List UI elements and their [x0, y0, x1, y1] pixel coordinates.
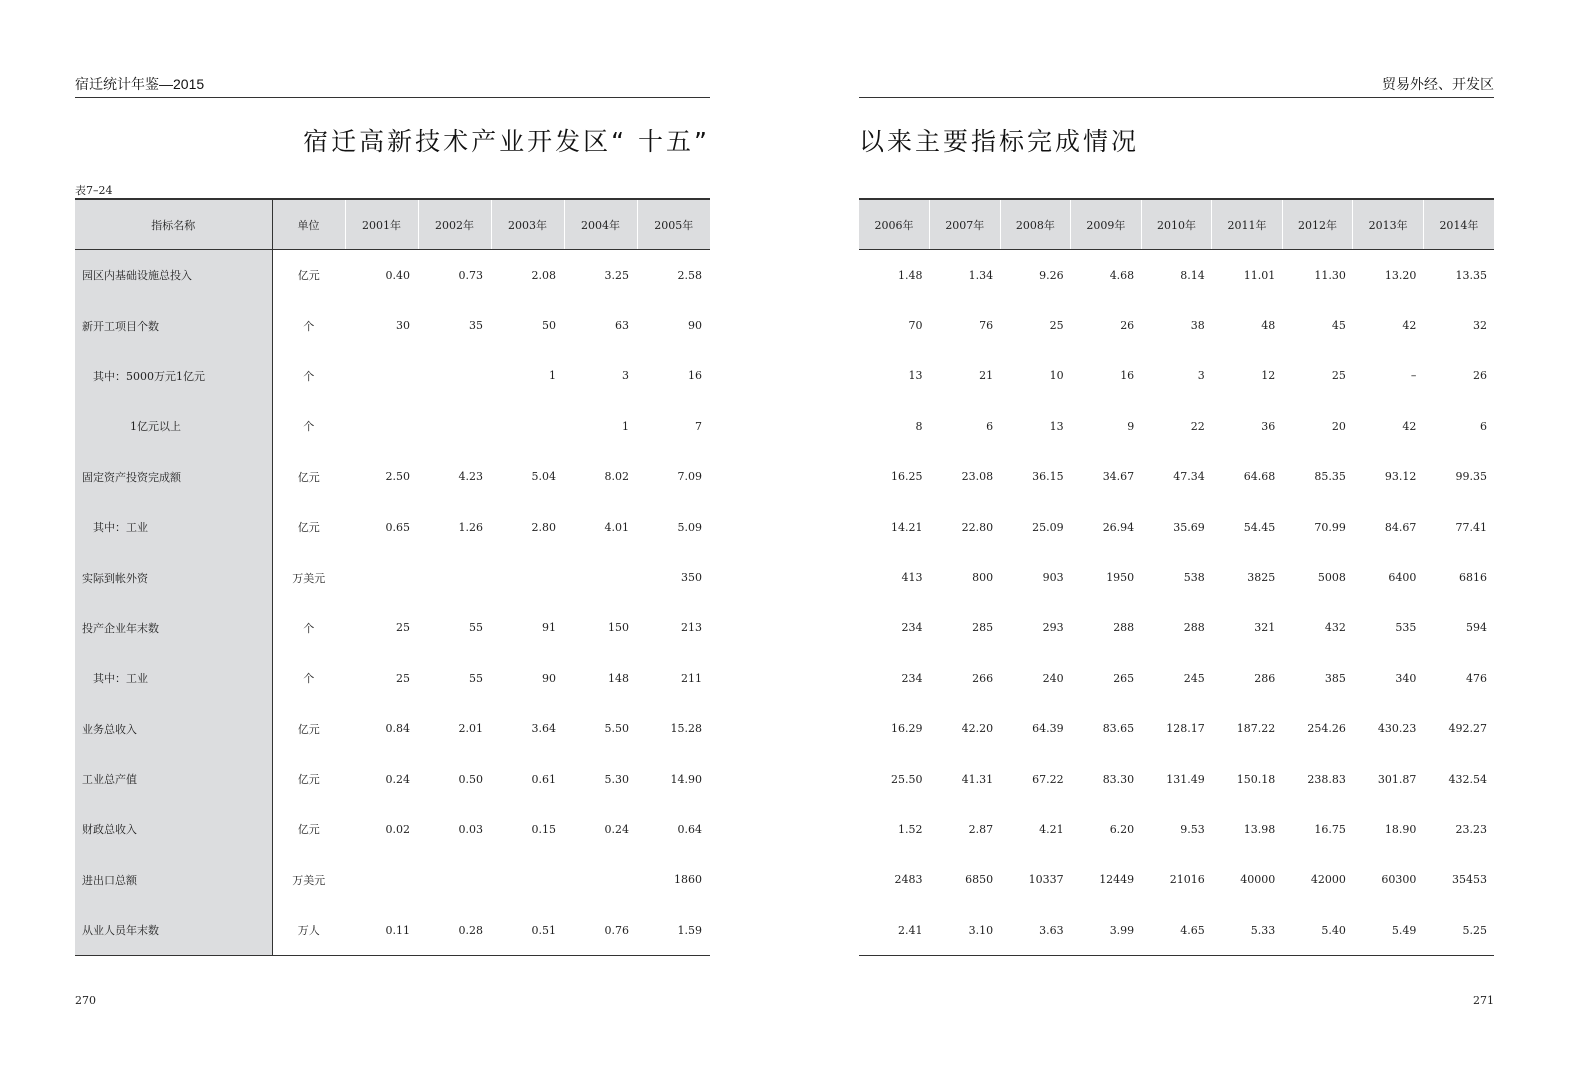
value-cell: [418, 401, 491, 451]
indicator-unit: 亿元: [297, 722, 320, 736]
indicator-unit: 亿元: [297, 773, 320, 787]
page-number-right: 271: [1473, 994, 1494, 1007]
value-cell: 4.21: [1039, 822, 1064, 836]
value-cell: 5.04: [531, 470, 556, 484]
indicator-unit: 个: [303, 319, 315, 333]
value-cell: 0.40: [385, 268, 410, 282]
value-cell: 0.84: [385, 722, 410, 736]
column-header-year: 2010年: [1141, 199, 1212, 250]
table-row: [75, 401, 710, 451]
value-cell: 1.59: [637, 905, 710, 956]
value-cell: 13.98: [1243, 822, 1276, 836]
value-cell: 413: [901, 571, 923, 585]
value-cell: 492.27: [1448, 722, 1487, 736]
table-row: [859, 351, 1494, 401]
value-cell: 13.20: [1384, 268, 1417, 282]
value-cell: –: [1410, 369, 1417, 383]
column-header-year: 2011年: [1212, 199, 1283, 250]
value-cell: [564, 552, 637, 602]
value-cell: 42.20: [961, 722, 994, 736]
value-cell: 35: [469, 319, 483, 333]
indicator-unit: 亿元: [297, 470, 320, 484]
table-row: [859, 502, 1494, 552]
value-cell: 14.21: [891, 520, 923, 534]
table-row: [75, 704, 710, 754]
table-row: [75, 300, 710, 350]
indicator-name: 工业总产值: [75, 754, 272, 804]
value-cell: 45: [1331, 319, 1346, 333]
value-cell: 0.24: [604, 822, 629, 836]
value-cell: 9.26: [1039, 268, 1064, 282]
column-header-year: 2003年: [491, 199, 564, 250]
indicator-name: 投产企业年末数: [75, 603, 272, 653]
indicator-name: 其中：工业: [75, 502, 272, 552]
indicator-unit: 个: [303, 420, 315, 434]
value-cell: 50: [542, 319, 556, 333]
value-cell: 800: [972, 571, 994, 585]
table-row: [859, 300, 1494, 350]
value-cell: 34.67: [1102, 470, 1135, 484]
value-cell: 42: [1402, 419, 1417, 433]
value-cell: 18.90: [1384, 822, 1417, 836]
value-cell: 4.23: [458, 470, 483, 484]
value-cell: 90: [542, 671, 556, 685]
value-cell: 6400: [1388, 571, 1417, 585]
column-header-year: 2006年: [859, 199, 930, 250]
indicator-table-left: [75, 198, 710, 956]
value-cell: 84.67: [1384, 520, 1417, 534]
table-row: [75, 552, 710, 602]
value-cell: 8: [915, 419, 923, 433]
column-header-year: 2012年: [1282, 199, 1353, 250]
table-row: [75, 250, 710, 301]
indicator-unit: 个: [303, 369, 315, 383]
value-cell: [491, 552, 564, 602]
value-cell: 903: [1042, 571, 1064, 585]
value-cell: 254.26: [1307, 722, 1346, 736]
value-cell: 47.34: [1173, 470, 1205, 484]
indicator-name: 1亿元以上: [75, 401, 272, 451]
value-cell: 9: [1127, 419, 1135, 433]
value-cell: 25: [396, 621, 410, 635]
table-header-row: [859, 199, 1494, 250]
indicator-name: 财政总收入: [75, 804, 272, 854]
value-cell: 5.30: [604, 772, 629, 786]
column-header-year: 2009年: [1071, 199, 1142, 250]
value-cell: 0.65: [385, 520, 410, 534]
value-cell: 340: [1395, 671, 1417, 685]
value-cell: 30: [396, 319, 410, 333]
value-cell: [418, 351, 491, 401]
value-cell: 16: [1120, 369, 1135, 383]
indicator-name: 业务总收入: [75, 704, 272, 754]
table-row: [75, 754, 710, 804]
value-cell: 2483: [894, 873, 923, 887]
indicator-name: 固定资产投资完成额: [75, 452, 272, 502]
value-cell: 2.50: [385, 470, 410, 484]
value-cell: 4.01: [604, 520, 629, 534]
value-cell: 23.08: [961, 470, 994, 484]
value-cell: [345, 351, 418, 401]
value-cell: 15.28: [670, 722, 702, 736]
value-cell: 0.03: [458, 822, 483, 836]
column-header-year: 2013年: [1353, 199, 1424, 250]
value-cell: 11.30: [1314, 268, 1346, 282]
value-cell: [418, 552, 491, 602]
value-cell: 16: [688, 369, 702, 383]
table-row: [75, 804, 710, 854]
value-cell: 16.25: [891, 470, 923, 484]
value-cell: 286: [1254, 671, 1276, 685]
value-cell: 266: [972, 671, 994, 685]
value-cell: 0.15: [531, 822, 556, 836]
table-row: [75, 653, 710, 703]
value-cell: 0.61: [531, 772, 556, 786]
value-cell: 7.09: [677, 470, 702, 484]
value-cell: 5.50: [604, 722, 629, 736]
value-cell: 234: [901, 671, 923, 685]
value-cell: [491, 855, 564, 905]
value-cell: 12: [1261, 369, 1276, 383]
value-cell: 14.90: [670, 772, 702, 786]
value-cell: 131.49: [1166, 772, 1205, 786]
value-cell: 1950: [1106, 571, 1135, 585]
table-row: [859, 704, 1494, 754]
value-cell: 3.64: [531, 722, 556, 736]
indicator-table-right: [859, 198, 1494, 956]
value-cell: 76: [979, 319, 994, 333]
value-cell: 93.12: [1384, 470, 1417, 484]
page-title-right: 以来主要指标完成情况: [859, 127, 1140, 156]
value-cell: 538: [1183, 571, 1205, 585]
value-cell: 288: [1183, 621, 1205, 635]
value-cell: 54.45: [1243, 520, 1276, 534]
table-row: [859, 250, 1494, 301]
value-cell: 0.76: [564, 905, 637, 956]
value-cell: 21016: [1169, 873, 1205, 887]
value-cell: 40000: [1240, 873, 1276, 887]
value-cell: 288: [1113, 621, 1135, 635]
value-cell: 35453: [1452, 873, 1487, 887]
table-row: [75, 452, 710, 502]
value-cell: 26: [1473, 369, 1487, 383]
table-row: [859, 452, 1494, 502]
value-cell: 476: [1466, 671, 1487, 685]
value-cell: 1.52: [898, 822, 923, 836]
indicator-name: 从业人员年末数: [75, 905, 272, 956]
indicator-name: 园区内基础设施总投入: [75, 250, 272, 301]
table-row: [859, 653, 1494, 703]
page-title-left: 宿迁高新技术产业开发区“ 十五”: [303, 127, 710, 156]
value-cell: 594: [1466, 621, 1487, 635]
value-cell: 1.26: [458, 520, 483, 534]
indicator-unit: 个: [303, 621, 315, 635]
value-cell: 22.80: [961, 520, 994, 534]
value-cell: 35.69: [1173, 520, 1205, 534]
table-row: [859, 552, 1494, 602]
value-cell: 3: [1197, 369, 1205, 383]
value-cell: 42: [1402, 319, 1417, 333]
value-cell: 6: [1480, 419, 1487, 433]
value-cell: 285: [972, 621, 994, 635]
indicator-unit: 个: [303, 672, 315, 686]
value-cell: 7: [695, 419, 702, 433]
value-cell: 0.73: [458, 268, 483, 282]
value-cell: 0.11: [345, 905, 418, 956]
value-cell: 13.35: [1455, 268, 1487, 282]
value-cell: 0.02: [385, 822, 410, 836]
value-cell: 4.65: [1141, 905, 1212, 956]
value-cell: 16.29: [891, 722, 923, 736]
value-cell: 16.75: [1314, 822, 1346, 836]
column-header-year: 2001年: [345, 199, 418, 250]
column-header-unit: 单位: [272, 199, 345, 250]
value-cell: 6: [986, 419, 994, 433]
value-cell: 13: [1049, 419, 1064, 433]
table-row: [75, 855, 710, 905]
column-header-year: 2002年: [418, 199, 491, 250]
value-cell: 432: [1324, 621, 1346, 635]
value-cell: [491, 401, 564, 451]
value-cell: 430.23: [1377, 722, 1417, 736]
indicator-unit: 万美元: [292, 873, 326, 887]
value-cell: 2.01: [458, 722, 483, 736]
value-cell: 99.35: [1455, 470, 1487, 484]
value-cell: 3: [622, 369, 629, 383]
value-cell: 5.25: [1423, 905, 1494, 956]
value-cell: 6850: [965, 873, 994, 887]
value-cell: [345, 552, 418, 602]
value-cell: 77.41: [1455, 520, 1487, 534]
indicator-unit: 亿元: [297, 521, 320, 535]
value-cell: [564, 855, 637, 905]
left-page: [0, 0, 793, 1077]
indicator-unit: 万美元: [292, 571, 326, 585]
value-cell: 11.01: [1243, 268, 1276, 282]
indicator-name: 进出口总额: [75, 855, 272, 905]
value-cell: 5008: [1317, 571, 1346, 585]
indicator-name: 其中：5000万元1亿元: [75, 351, 272, 401]
value-cell: 60300: [1381, 873, 1417, 887]
value-cell: 150: [608, 621, 629, 635]
table-row: [75, 603, 710, 653]
value-cell: 128.17: [1166, 722, 1205, 736]
value-cell: 150.18: [1236, 772, 1276, 786]
value-cell: 5.40: [1282, 905, 1353, 956]
value-cell: 2.08: [531, 268, 556, 282]
value-cell: 0.50: [458, 772, 483, 786]
value-cell: 12449: [1099, 873, 1135, 887]
value-cell: 0.64: [677, 822, 702, 836]
value-cell: 234: [901, 621, 923, 635]
value-cell: 535: [1395, 621, 1417, 635]
value-cell: 38: [1190, 319, 1205, 333]
indicator-name: 其中：工业: [75, 653, 272, 703]
value-cell: [345, 401, 418, 451]
value-cell: [345, 855, 418, 905]
value-cell: 321: [1254, 621, 1276, 635]
indicator-name: 新开工项目个数: [75, 300, 272, 350]
value-cell: 55: [469, 621, 483, 635]
value-cell: 2.58: [677, 268, 702, 282]
value-cell: 22: [1190, 419, 1205, 433]
value-cell: 265: [1113, 671, 1135, 685]
value-cell: 70.99: [1314, 520, 1346, 534]
value-cell: 1.34: [968, 268, 994, 282]
column-header-name: 指标名称: [75, 199, 272, 250]
table-row: [859, 603, 1494, 653]
value-cell: 10: [1049, 369, 1064, 383]
value-cell: 25.50: [891, 772, 923, 786]
value-cell: 245: [1183, 671, 1205, 685]
value-cell: 8.02: [604, 470, 629, 484]
value-cell: 55: [469, 671, 483, 685]
value-cell: 25: [1331, 369, 1346, 383]
table-row: [75, 351, 710, 401]
value-cell: 0.28: [418, 905, 491, 956]
value-cell: 2.80: [531, 520, 556, 534]
value-cell: 5.09: [677, 520, 702, 534]
value-cell: 211: [681, 671, 702, 685]
page-number-left: 270: [75, 994, 96, 1007]
value-cell: 6.20: [1109, 822, 1135, 836]
value-cell: [418, 855, 491, 905]
value-cell: 25: [396, 671, 410, 685]
value-cell: 2.41: [859, 905, 930, 956]
value-cell: 26: [1120, 319, 1135, 333]
value-cell: 187.22: [1236, 722, 1276, 736]
value-cell: 350: [681, 571, 702, 585]
value-cell: 48: [1261, 319, 1276, 333]
value-cell: 91: [542, 621, 556, 635]
value-cell: 83.65: [1102, 722, 1135, 736]
indicator-name: 实际到帐外资: [75, 552, 272, 602]
value-cell: 5.33: [1212, 905, 1283, 956]
value-cell: 1: [549, 369, 556, 383]
value-cell: 23.23: [1455, 822, 1487, 836]
table-row: [859, 754, 1494, 804]
table-row: [75, 502, 710, 552]
table-number: 表7–24: [75, 184, 113, 197]
value-cell: 385: [1324, 671, 1346, 685]
column-header-year: 2008年: [1000, 199, 1071, 250]
value-cell: 3.63: [1000, 905, 1071, 956]
value-cell: 3825: [1247, 571, 1276, 585]
value-cell: 64.68: [1243, 470, 1276, 484]
right-page: [793, 0, 1587, 1077]
value-cell: 3.99: [1071, 905, 1142, 956]
value-cell: 26.94: [1102, 520, 1135, 534]
value-cell: 1: [622, 419, 629, 433]
table-row: [859, 401, 1494, 451]
value-cell: 3.10: [930, 905, 1001, 956]
value-cell: 0.51: [491, 905, 564, 956]
value-cell: 6816: [1459, 571, 1487, 585]
column-header-year: 2004年: [564, 199, 637, 250]
table-row: [859, 804, 1494, 854]
running-head-left: 宿迁统计年鉴—2015: [75, 74, 710, 98]
value-cell: 0.24: [385, 772, 410, 786]
indicator-unit: 亿元: [297, 823, 320, 837]
running-head-right: 贸易外经、开发区: [859, 74, 1494, 98]
value-cell: 9.53: [1180, 822, 1205, 836]
value-cell: 10337: [1028, 873, 1064, 887]
value-cell: 5.49: [1353, 905, 1424, 956]
value-cell: 8.14: [1180, 268, 1205, 282]
column-header-year: 2005年: [637, 199, 710, 250]
value-cell: 70: [908, 319, 923, 333]
value-cell: 4.68: [1109, 268, 1135, 282]
value-cell: 83.30: [1102, 772, 1135, 786]
value-cell: 2.87: [968, 822, 994, 836]
table-row: [75, 905, 710, 956]
value-cell: 148: [608, 671, 629, 685]
value-cell: 213: [681, 621, 702, 635]
column-header-year: 2014年: [1423, 199, 1494, 250]
table-row: [859, 855, 1494, 905]
value-cell: 25: [1049, 319, 1064, 333]
value-cell: 1860: [674, 873, 702, 887]
value-cell: 293: [1042, 621, 1064, 635]
value-cell: 41.31: [961, 772, 994, 786]
value-cell: 67.22: [1032, 772, 1064, 786]
value-cell: 63: [615, 319, 629, 333]
value-cell: 240: [1042, 671, 1064, 685]
value-cell: 3.25: [604, 268, 629, 282]
value-cell: 1.48: [898, 268, 923, 282]
value-cell: 90: [688, 319, 702, 333]
value-cell: 36: [1261, 419, 1276, 433]
value-cell: 25.09: [1032, 520, 1064, 534]
value-cell: 238.83: [1307, 772, 1346, 786]
value-cell: 64.39: [1032, 722, 1064, 736]
value-cell: 13: [908, 369, 923, 383]
value-cell: 85.35: [1314, 470, 1346, 484]
column-header-year: 2007年: [930, 199, 1001, 250]
table-header-row: [75, 199, 710, 250]
value-cell: 36.15: [1032, 470, 1064, 484]
table-row: [859, 905, 1494, 956]
value-cell: 32: [1473, 319, 1487, 333]
value-cell: 21: [979, 369, 994, 383]
value-cell: 301.87: [1377, 772, 1417, 786]
indicator-unit: 亿元: [297, 269, 320, 283]
value-cell: 432.54: [1448, 772, 1487, 786]
indicator-unit: 万人: [272, 905, 345, 956]
value-cell: 20: [1331, 419, 1346, 433]
value-cell: 42000: [1310, 873, 1346, 887]
